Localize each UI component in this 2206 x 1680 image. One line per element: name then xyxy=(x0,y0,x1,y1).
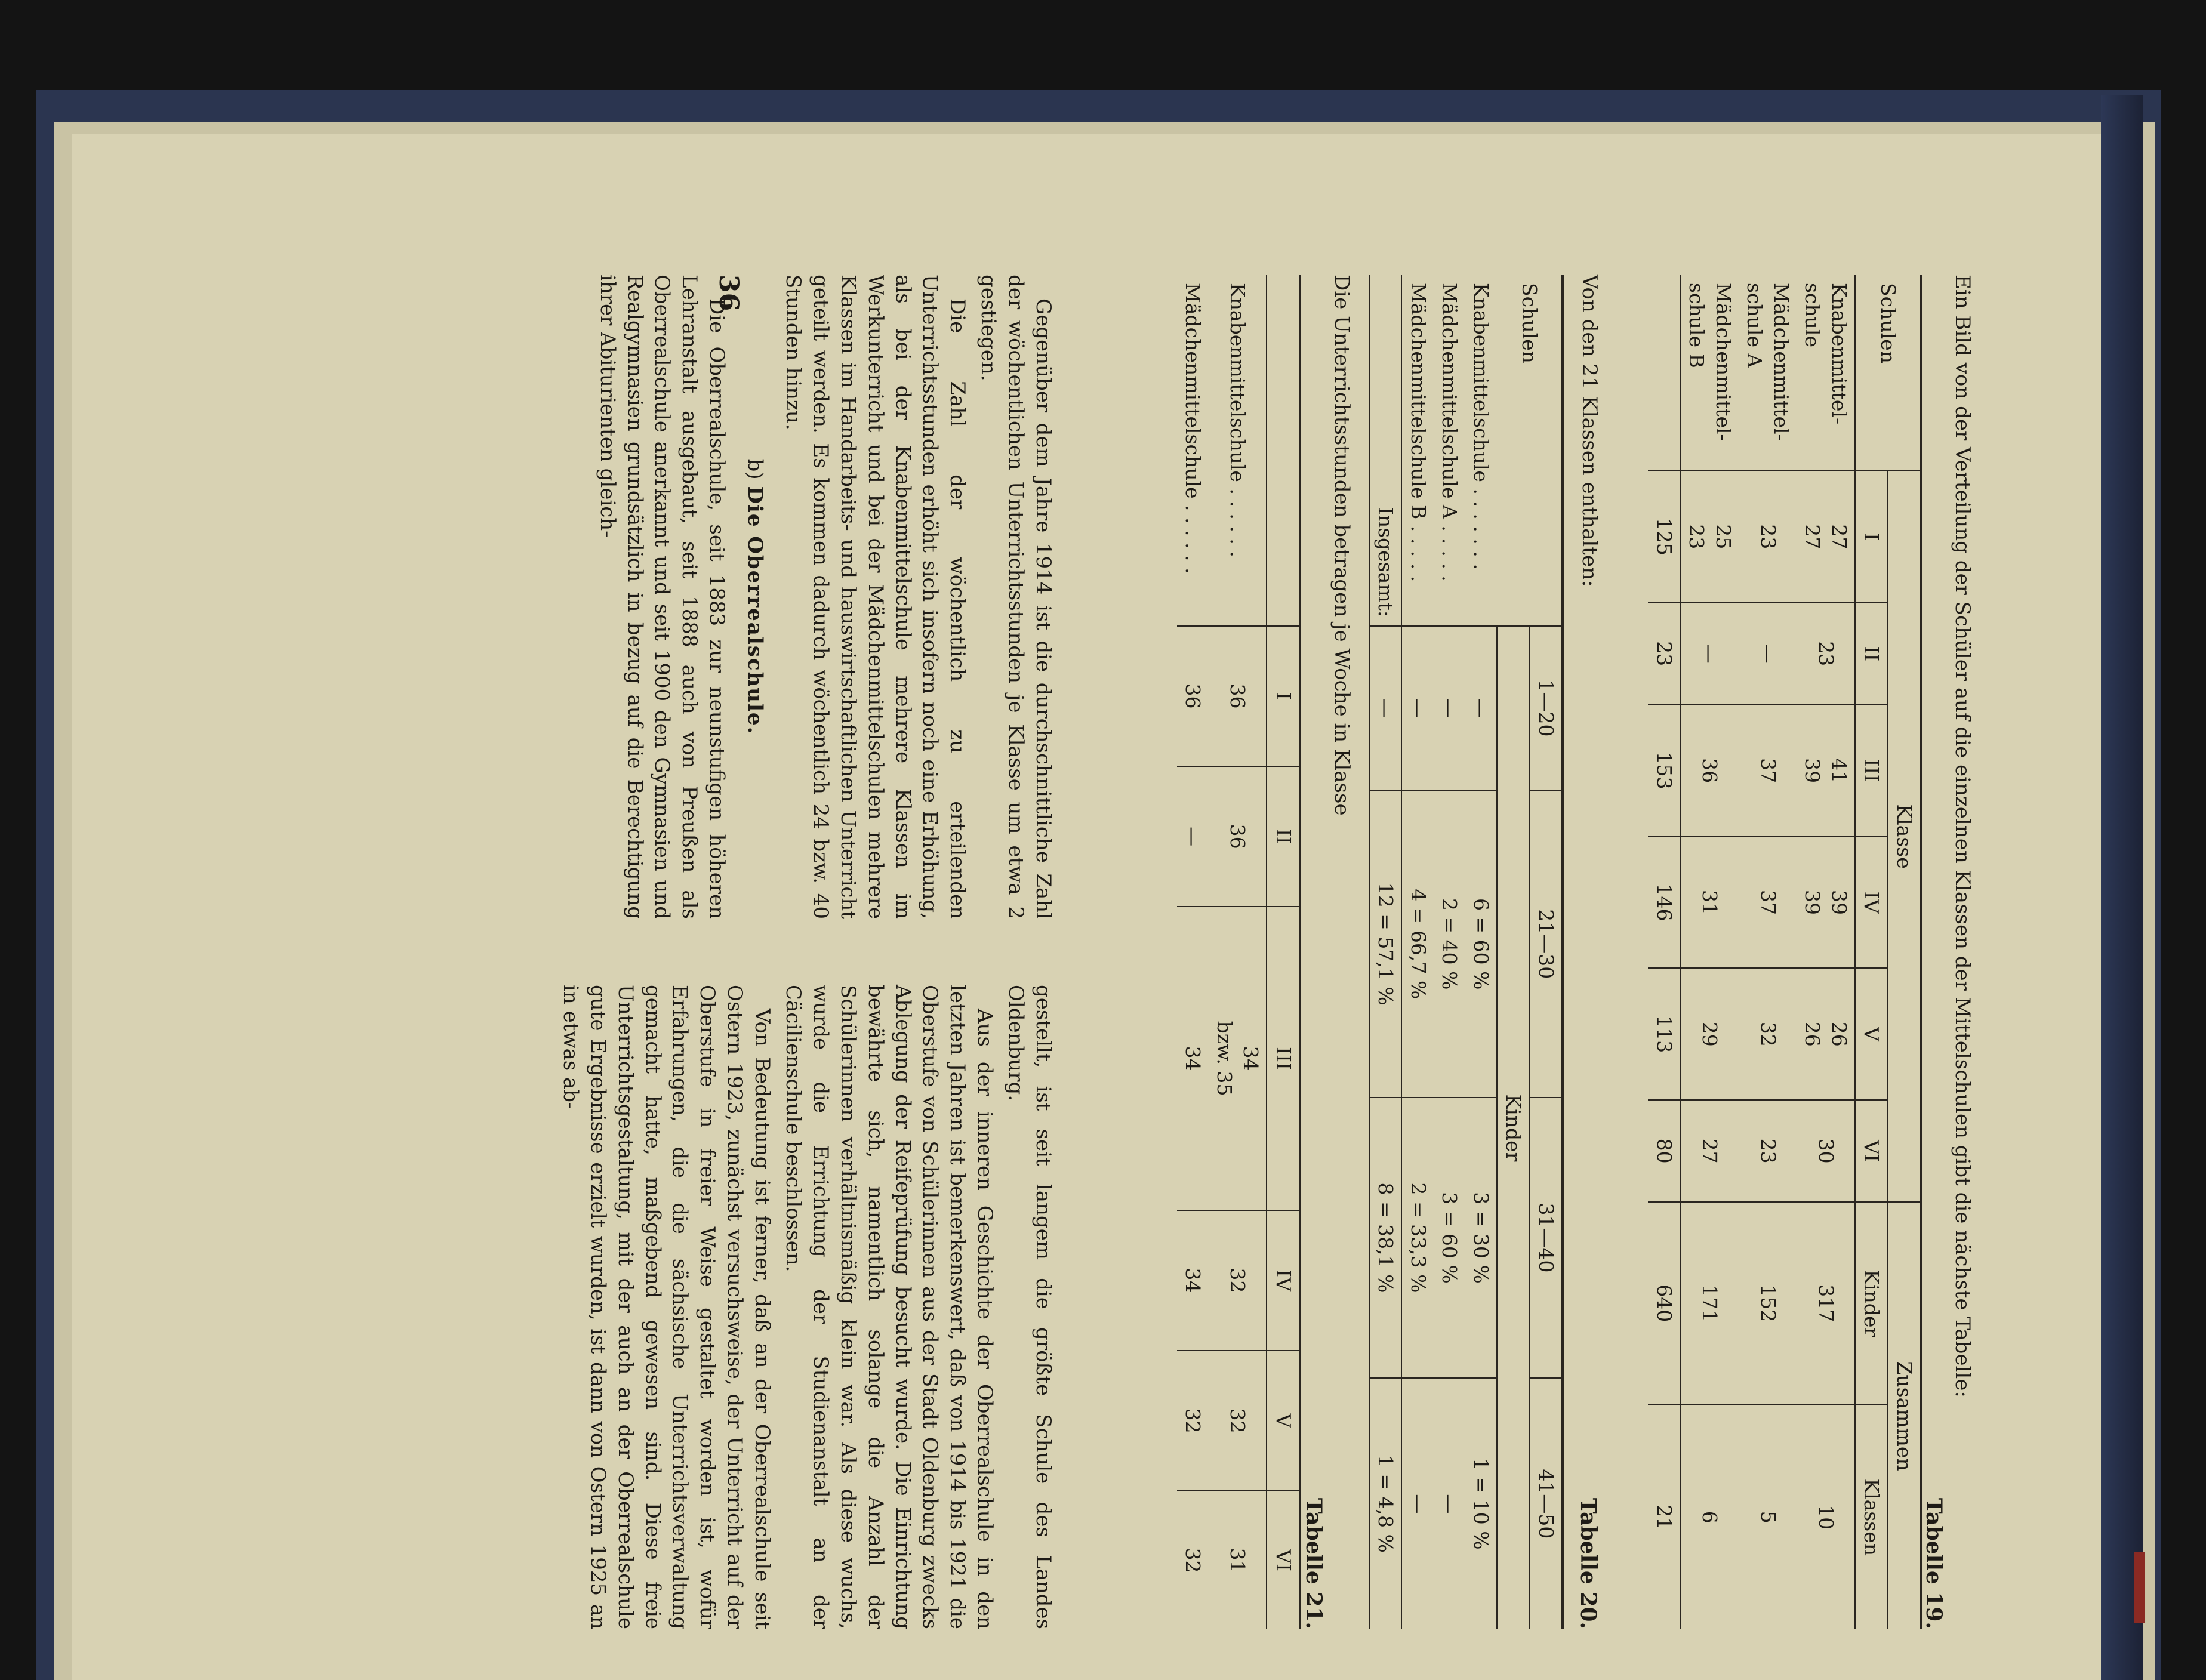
paragraph: Die Oberrealschule, seit 1883 zur neunstufigen höheren Lehranstalt ausgebaut, seit 1888 auch von Preußen als Oberrealschule anerkannt und seit 1900 den Gymnasien und Realgymnasien grundsätzlich in bezug auf die Berechtigung ihrer Abiturienten gleich- xyxy=(595,275,729,919)
bookmark-ribbon xyxy=(2134,1552,2145,1623)
table-21-col: IV xyxy=(1267,1210,1300,1351)
table-20-label: Tabelle 20. xyxy=(1576,1497,1601,1629)
table-row: Mädchenmittelschule B . . . . . — 4 = 66,7 % 2 = 33,3 % — xyxy=(1401,275,1434,1629)
table-21-col: V xyxy=(1267,1351,1300,1491)
right-column xyxy=(553,985,1056,1629)
table-19-col: II xyxy=(1855,603,1888,705)
table-21-col: I xyxy=(1267,626,1300,766)
rotated-page-content xyxy=(233,275,1976,1629)
table-20-intro: Von den 21 Klassen enthalten: xyxy=(1578,275,1601,587)
table-20-kinder-header: Kinder xyxy=(1497,626,1530,1629)
paragraph: Von Bedeutung ist ferner, daß an der Oberrealschule seit Ostern 1923, zunächst versuchsweise, der Unterricht auf der Oberstufe in freier Weise gestaltet worden ist, wofür Erfahrungen, die die sächsische Unterrichtsverwaltung gemacht hatte, maßgebend gewesen sind. Diese freie Unterrichtsgestaltung, mit der auch an der Oberrealschule gute Ergebnisse erzielt wurden, ist dann von Ostern 1925 an in etwas ab- xyxy=(558,985,775,1629)
table-21-caption: Die Unterrichtsstunden betragen je Woche in Klasse xyxy=(1330,275,1354,816)
table-20 xyxy=(1369,275,1564,1629)
table-19-col: I xyxy=(1855,471,1888,603)
table-row: Knabenmittelschule . . . . . . . — 6 = 60 % 3 = 30 % 1 = 10 % xyxy=(1465,275,1497,1629)
left-column xyxy=(590,275,1056,919)
table-21-col: III xyxy=(1267,907,1300,1210)
table-row: Mädchenmittelschule A . . . . . — 2 = 40 % 3 = 60 % — xyxy=(1434,275,1465,1629)
book-spine xyxy=(2101,95,2143,1680)
table-19-schools-header: Schulen xyxy=(1855,275,1921,471)
table-19-col: III xyxy=(1855,705,1888,837)
table-19-col: Kinder xyxy=(1855,1202,1888,1404)
table-19-col: V xyxy=(1855,968,1888,1100)
table-20-col: 21—30 xyxy=(1529,790,1563,1098)
table-total-row: 125 23 153 146 113 80 640 21 xyxy=(1648,275,1680,1629)
table-row: Knabenmittelschule . . . . . . 36 36 34 bzw. 35 32 32 31 xyxy=(1208,275,1267,1629)
table-row: Knabenmittel-schule 27 27 23 41 39 39 39 26 26 30 317 10 xyxy=(1797,275,1855,1629)
table-19-col: IV xyxy=(1855,837,1888,969)
table-row: Mädchenmittel-schule B 25 23 — 36 31 29 27 171 6 xyxy=(1680,275,1739,1629)
table-row: Mädchenmittel-schule A 23 — 37 37 32 23 152 5 xyxy=(1739,275,1797,1629)
table-21 xyxy=(1177,275,1301,1629)
table-21-col: VI xyxy=(1272,1549,1295,1571)
table-20-col: 31—40 xyxy=(1529,1098,1563,1377)
paragraph: Gegenüber dem Jahre 1914 ist die durchschnittliche Zahl der wöchentlichen Unterrichtsstunden je Klasse um etwa 2 gestiegen. xyxy=(976,275,1055,919)
table-21-col: II xyxy=(1267,766,1300,907)
paragraph: Die Zahl der wöchentlich zu erteilenden Unterrichtsstunden erhöht sich insofern noch eine Erhöhung, als bei der Knabenmittelschule mehrere Klassen im Werkunterricht und bei der Mädchenmittelschulen mehrere Klassen im Handarbeits- und hauswirtschaftlichen Unterricht geteilt werden. Es kommen dadurch wöchentlich 24 bzw. 40 Stunden hinzu. xyxy=(781,275,970,919)
table-20-schools-header: Schulen xyxy=(1497,275,1563,626)
table-19-label: Tabelle 19. xyxy=(1921,1497,1946,1629)
table-20-col: 1—20 xyxy=(1529,626,1563,790)
paragraph: Aus der inneren Geschichte der Oberrealschule in den letzten Jahren ist bemerkenswert, daß von 1914 bis 1921 die Oberstufe von Schülerinnen aus der Stadt Oldenburg zwecks Ablegung der Reifeprüfung besucht wurde. Die Einrichtung bewährte sich, namentlich solange die Anzahl der Schülerinnen verhältnismäßig klein war. Als diese wuchs, wurde die Errichtung der Studienanstalt an der Cäcilienschule beschlossen. xyxy=(781,985,997,1629)
table-19 xyxy=(1648,275,1922,1629)
table-20-col: 41—50 xyxy=(1535,1469,1558,1539)
table-21-label: Tabelle 21. xyxy=(1301,1497,1326,1629)
table-19-zusammen-header: Zusammen xyxy=(1887,1202,1921,1629)
section-heading: b) Die Oberrealschule. xyxy=(743,458,768,735)
intro-text: Ein Bild von der Verteilung der Schüler auf die einzelnen Klassen der Mittelschulen gibt die nächste Tabelle: xyxy=(1951,275,1974,1398)
table-19-col: VI xyxy=(1855,1100,1888,1202)
table-row: Mädchenmittelschule . . . . . . 36 — 34 34 32 32 xyxy=(1177,275,1209,1629)
table-total-row: Insgesamt: — 12 = 57,1 % 8 = 38,1 % 1 = 4,8 % xyxy=(1369,275,1402,1629)
table-19-klasse-header: Klasse xyxy=(1887,471,1921,1202)
table-19-col: Klassen xyxy=(1855,1404,1888,1629)
paragraph: gestellt, ist seit langem die größte Schule des Landes Oldenburg. xyxy=(1004,985,1055,1629)
page-number: 36 xyxy=(713,275,744,312)
